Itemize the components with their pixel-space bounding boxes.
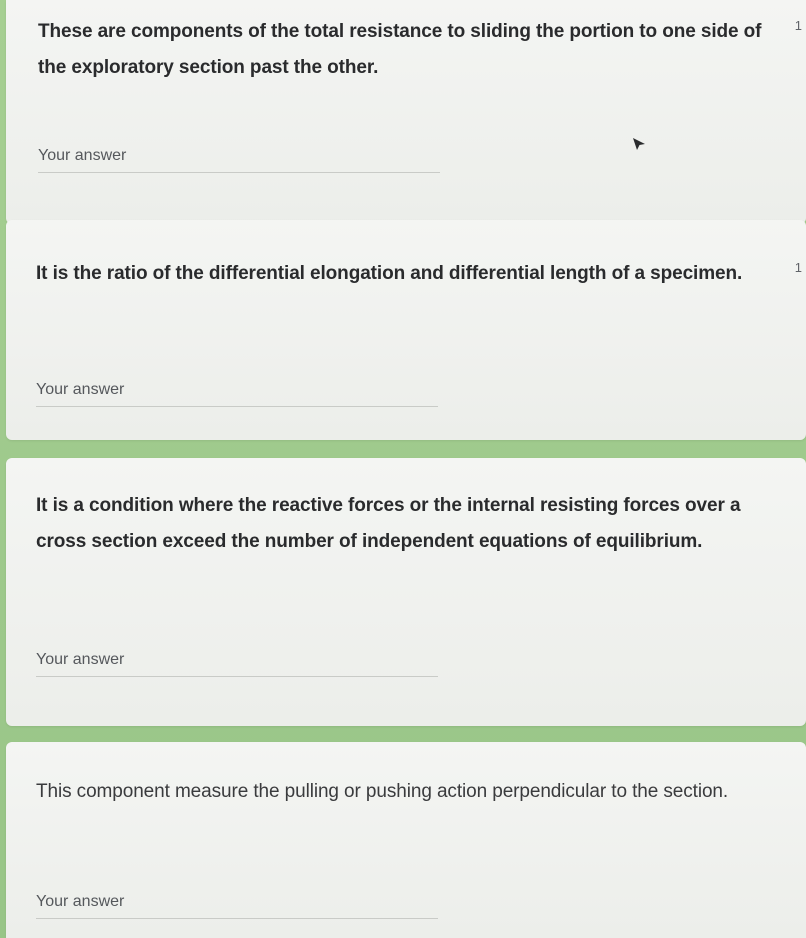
answer-placeholder: Your answer [36, 893, 125, 910]
mouse-pointer-icon [631, 136, 647, 152]
short-answer-input[interactable] [38, 144, 440, 173]
question-points: 1 [794, 18, 802, 33]
short-answer-input[interactable] [36, 890, 438, 919]
question-points: 1 [794, 260, 802, 275]
answer-placeholder: Your answer [36, 381, 125, 398]
question-card [6, 220, 806, 440]
question-card [6, 0, 806, 224]
question-text: This component measure the pulling or pushing action perpendicular to the section. [36, 781, 729, 802]
short-answer-input[interactable] [36, 648, 438, 677]
question-card [6, 458, 806, 726]
answer-placeholder: Your answer [38, 147, 127, 164]
answer-placeholder: Your answer [36, 651, 125, 668]
question-text: It is a condition where the reactive forces or the internal resisting forces over a cross section exceed the number of independent equations of equilibrium. [36, 495, 741, 552]
question-card [6, 742, 806, 938]
short-answer-input[interactable] [36, 378, 438, 407]
question-text: These are components of the total resistance to sliding the portion to one side of the exploratory section past the other. [38, 21, 762, 78]
question-text: It is the ratio of the differential elongation and differential length of a specimen. [36, 263, 743, 284]
